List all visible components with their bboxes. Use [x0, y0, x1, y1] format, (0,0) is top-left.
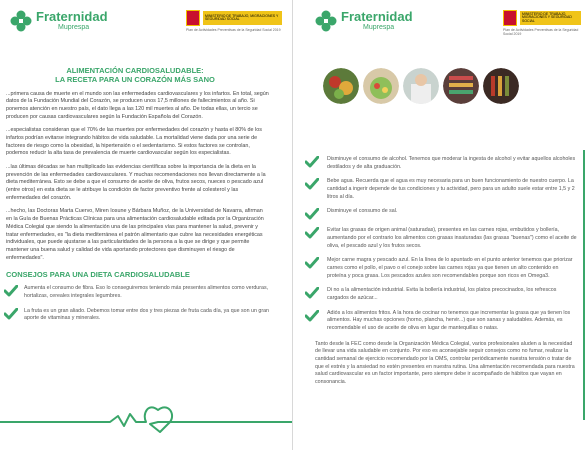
tip-text: Aumenta el consumo de fibra. Eso lo conseguiremos teniendo más presentes alimentos como verduras, hortalizas, cereales integrales legumbres.: [24, 285, 269, 299]
tip-text: Disminuye el consumo de alcohol. Tenemos que moderar la ingesta de alcohol y evitar aquellos alcoholes destilados y de alta graduación.: [327, 156, 576, 170]
gov-logo: [186, 10, 282, 32]
paragraph-2: ...especialistas consideran que el 70% de las muertes por enfermedades del corazón y hasta el 80% de los infartos podrían evitarse integrando hábitos de vida saludable. La mortalidad viene dada por una serie de factores de riesgo como la obesidad, la hipertensión o el sedentarismo. Si estos factores se controlan, podemos reducir la alta tasa de prevalencia de muerte cardiovascular según los especialistas.: [6, 127, 262, 157]
checkmark-icon: [4, 308, 18, 320]
closing-paragraph: Tanto desde la FEC como desde la Organización Médica Colegial, varios profesionales aluden a la necesidad de llevar una vida saludable en conjunto. Por eso es aconsejable seguir consejos como no fumar, realizar la cantidad semanal de ejercicio recomendado por la OMS, controlar periódicamente nuestra tensión o tratar de que el estrés y la ansiedad no estén presentes en nuestra rutina. Una alimentación recomendada para nuestra salud cardiovascular es un factor importante, pero siempre debe ir acompañado de hábitos que vayan en consonancia.: [315, 340, 575, 386]
tip-item: [305, 178, 577, 201]
paragraph-4: ...hecho, las Doctoras Marta Cuervo, Miren Iosune y Bárbara Muñoz, de la Universidad de Navarra, afirman en la Guía de Buenas Prácticas Clínicas para una alimentación cardiosaludable editada por la Organización Médica Colegial que siendo la alimentación una de las principales vías para mantener la salud, prevenir y tratar enfermedades, es "la dieta mediterránea el patrón alimentario que cubre las necesidades energéticas individuales, que puede ajustarse a las particularidades de la persona a la que se dirige y que permite mantener una buena salud y calidad de vida aportando protectores que disminuyen el riesgo de enfermedades".: [6, 208, 264, 261]
tip-text: Evitar las grasas de origen animal (saturadas), presentes en las carnes rojas, embutidos y bollería, aumentando por el contrario los alimentos con grasas insaturadas (las grasas "buenas") como el aceite de oliva, el pescado azul y los frutos secos.: [327, 227, 577, 249]
tip-item: [305, 310, 577, 333]
tip-text: La fruta es un gran aliado. Debemos tomar entre dos y tres piezas de fruta cada día, ya que son un gran aporte de vitaminas y minerales.: [24, 307, 269, 322]
paragraph-1: ...primera causa de muerte en el mundo son las enfermedades cardiovasculares y los infartos. En total, según datos de la Fundación Mundial del Corazón, se producen unos 17,5 millones de fallecimientos al año. Si ponemos atención en nuestro país, el dato llega a las 120 mil muertes al año. De todas ellas, un tercio se producen por causas cardiovasculares según la Fundación Española del Corazón.: [6, 90, 269, 120]
paragraph-3: ...las últimas décadas se han multiplicado las evidencias científicas sobre la importancia de la dieta en la prevención de las enfermedades cardiovasculares. Y muchas recomendaciones nos llevan directamente a la dieta mediterránea. Esto se debe a que el consumo de aceite de oliva, frutos secos, nueces o pescado azul (entre otros) en esta dieta se le atribuye la condición de factor preventivo frente al colesterol y las enfermedades del corazón.: [6, 164, 266, 201]
salad-photo: [363, 68, 399, 104]
tip-text: Disminuye el consumo de sal.: [327, 208, 398, 215]
tip-item: [305, 208, 577, 220]
right-content: [305, 156, 577, 392]
tip-text: Adiós a los alimentos fritos. A la hora de cocinar no tenemos que incrementar la grasa que ya tienen los alimentos. Hay muchas opciones (horno, plancha, hervir...) que son sanas y saludables. Además, es recomendable el uso de aceite de oliva en lugar de mantequillas o natas.: [327, 309, 571, 332]
brand-name: Fraternidad: [341, 9, 413, 24]
photo-strip: [323, 68, 519, 104]
checkmark-icon: [305, 310, 319, 322]
vegetables-photo: [323, 68, 359, 104]
right-page: [293, 0, 585, 450]
tip-item: [305, 287, 577, 302]
gov-ministry: MINISTERIO DE TRABAJO, MIGRACIONES Y SEGURIDAD SOCIAL: [205, 13, 279, 21]
checkmark-icon: [305, 208, 319, 220]
gov-caption: Plan de Actividades Preventivas de la Seguridad Social 2019: [503, 28, 579, 36]
heartbeat-heart-icon: [0, 384, 292, 434]
person-eating-photo: [403, 68, 439, 104]
coat-of-arms-icon: [186, 10, 200, 26]
clover-logo-icon: [10, 10, 32, 32]
checkmark-icon: [305, 227, 319, 239]
left-content: [0, 60, 270, 330]
checkmark-icon: [305, 257, 319, 269]
brand-name: Fraternidad: [36, 9, 108, 24]
tip-item: [0, 285, 270, 300]
coat-of-arms-icon: [503, 10, 517, 26]
title-line-1: ALIMENTACIÓN CARDIOSALUDABLE:: [66, 66, 204, 75]
brand-sub: Muprespa: [363, 24, 395, 31]
brand-logo: [315, 10, 413, 32]
tip-item: [305, 257, 577, 280]
page-title: [0, 66, 270, 85]
tip-text: Mejor carne magra y pescado azul. En la línea de lo apuntado en el punto anterior tenemos que priorizar carnes como el pollo, el pavo o el conejo sobre las carnes rojas ya que tienen un alto contenido en proteína y poca grasa. Los pescados azules son recomendables porque son ricos en Omega3.: [327, 257, 573, 279]
checkmark-icon: [4, 285, 18, 297]
left-page: [0, 0, 292, 450]
clover-logo-icon: [315, 10, 337, 32]
title-line-2: LA RECETA PARA UN CORAZÓN MÁS SANO: [55, 75, 215, 85]
header: [0, 8, 292, 38]
tip-item: [305, 156, 577, 171]
gov-logo: [503, 10, 581, 36]
drinks-shelf-photo: [483, 68, 519, 104]
header: [293, 8, 585, 38]
tip-text: Bebe agua. Recuerda que el agua es muy necesaria para un buen funcionamiento de nuestro cuerpo. La cantidad a ingerir depende de tus condiciones y tu actividad, pero para un adulto suele estar entre 1,5 y 2 litros al día.: [327, 178, 575, 200]
supermarket-photo: [443, 68, 479, 104]
checkmark-icon: [305, 178, 319, 190]
gov-ministry: MINISTERIO DE TRABAJO, MIGRACIONES Y SEGURIDAD SOCIAL: [522, 11, 572, 23]
brand-logo: [10, 10, 108, 32]
tip-text: Di no a la alimentación industrial. Evita la bollería industrial, los platos precocinados, los refrescos cargados de azúcar...: [327, 287, 557, 302]
checkmark-icon: [305, 156, 319, 168]
tip-item: [0, 308, 270, 323]
section-heading: CONSEJOS PARA UNA DIETA CARDIOSALUDABLE: [6, 270, 190, 280]
tip-item: [305, 227, 577, 250]
brand-sub: Muprespa: [58, 24, 90, 31]
gov-caption: Plan de Actividades Preventivas de la Seguridad Social 2019: [186, 28, 281, 32]
checkmark-icon: [305, 287, 319, 299]
